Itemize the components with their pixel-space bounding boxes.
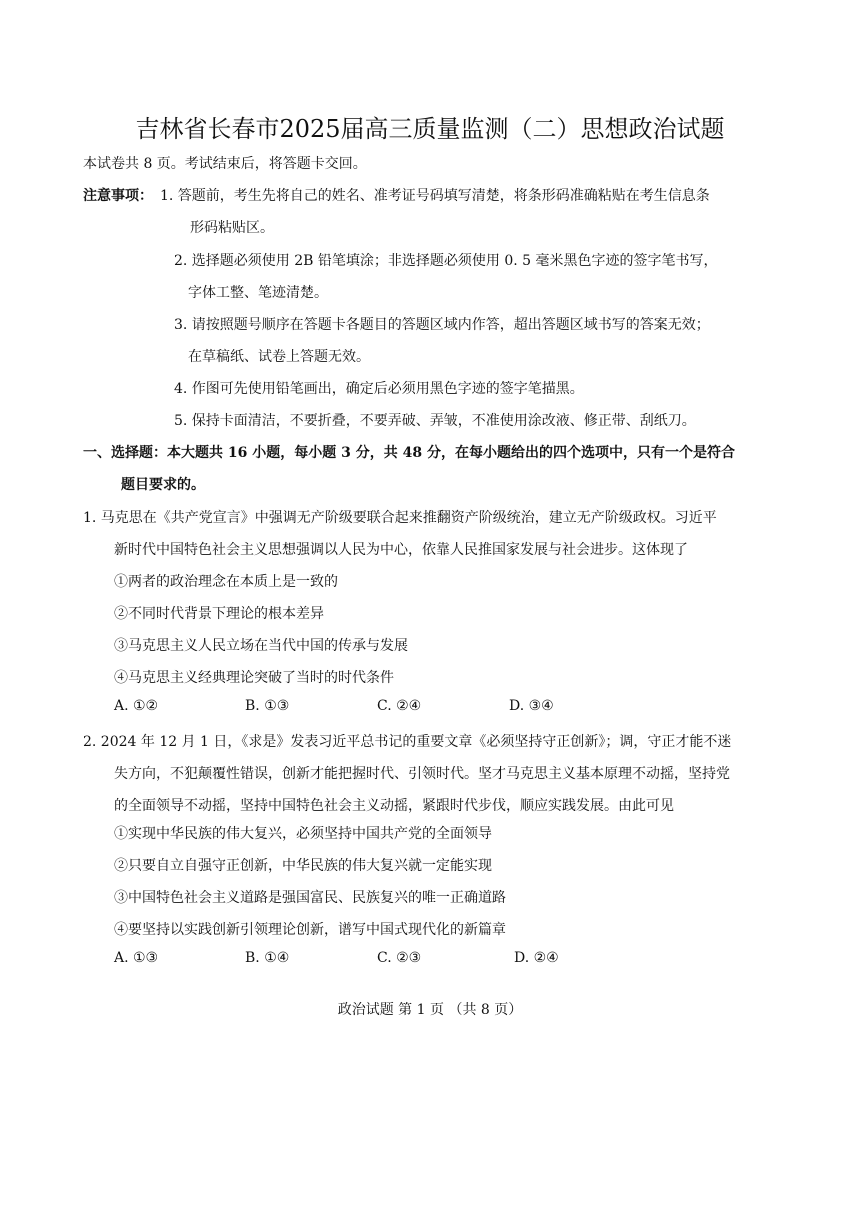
question-2-item: ④要坚持以实践创新引领理论创新，谱写中国式现代化的新篇章	[114, 922, 506, 938]
page-footer: 政治试题 第 1 页 （共 8 页）	[337, 1002, 523, 1018]
question-2-item: ②只要自立自强守正创新，中华民族的伟大复兴就一定能实现	[114, 858, 492, 874]
question-1-stem: 1. 马克思在《共产党宣言》中强调无产阶级要联合起来推翻资产阶级统治，建立无产阶级政权。习近平	[83, 510, 717, 526]
question-1-stem-cont: 新时代中国特色社会主义思想强调以人民为中心，依靠人民推国家发展与社会进步。这体现了	[114, 542, 688, 558]
question-1-option-a[interactable]: A. ①②	[114, 698, 159, 714]
intro-text: 本试卷共 8 页。考试结束后，将答题卡交回。	[83, 156, 367, 172]
notice-item-3-cont: 在草稿纸、试卷上答题无效。	[188, 349, 370, 365]
notice-label: 注意事项：	[83, 188, 153, 204]
notice-item-4: 4. 作图可先使用铅笔画出，确定后必须用黑色字迹的签字笔描黑。	[174, 381, 584, 397]
question-2-item: ①实现中华民族的伟大复兴，必须坚持中国共产党的全面领导	[114, 826, 492, 842]
notice-item-3: 3. 请按照题号顺序在答题卡各题目的答题区域内作答，超出答题区域书写的答案无效；	[174, 317, 710, 333]
question-2-stem-cont: 失方向，不犯颠覆性错误，创新才能把握时代、引领时代。坚才马克思主义基本原理不动摇，坚持党	[114, 766, 730, 782]
notice-item-2: 2. 选择题必须使用 2B 铅笔填涂；非选择题必须使用 0. 5 毫米黑色字迹的签字笔书写，	[174, 253, 718, 269]
section-heading: 一、选择题：本大题共 16 小题，每小题 3 分，共 48 分，在每小题给出的四个选项中，只有一个是符合	[83, 445, 735, 461]
page-title: 吉林省长春市2025届高三质量监测（二）思想政治试题	[135, 115, 725, 143]
question-1-item: ①两者的政治理念在本质上是一致的	[114, 574, 338, 590]
question-2-stem: 2. 2024 年 12 月 1 日，《求是》发表习近平总书记的重要文章《必须坚持守正创新》；调，守正才能不迷	[83, 734, 732, 750]
question-2-option-c[interactable]: C. ②③	[377, 950, 422, 966]
question-1-item: ③马克思主义人民立场在当代中国的传承与发展	[114, 638, 408, 654]
question-2-option-a[interactable]: A. ①③	[114, 950, 159, 966]
section-heading-cont: 题目要求的。	[121, 477, 205, 493]
question-2-stem-cont: 的全面领导不动摇，坚持中国特色社会主义动摇，紧跟时代步伐，顺应实践发展。由此可见	[114, 798, 674, 814]
notice-item-2-cont: 字体工整、笔迹清楚。	[188, 285, 328, 301]
question-1-option-d[interactable]: D. ③④	[509, 698, 554, 714]
question-2-option-d[interactable]: D. ②④	[514, 950, 559, 966]
question-1-item: ④马克思主义经典理论突破了当时的时代条件	[114, 670, 394, 686]
question-2-option-b[interactable]: B. ①④	[245, 950, 290, 966]
notice-item-5: 5. 保持卡面清洁，不要折叠，不要弄破、弄皱，不准使用涂改液、修正带、刮纸刀。	[174, 413, 696, 429]
notice-item-1: 1. 答题前，考生先将自己的姓名、准考证号码填写清楚，将条形码准确粘贴在考生信息条	[160, 188, 710, 204]
question-2-item: ③中国特色社会主义道路是强国富民、民族复兴的唯一正确道路	[114, 890, 506, 906]
notice-item-1-cont: 形码粘贴区。	[190, 220, 274, 236]
question-1-option-b[interactable]: B. ①③	[245, 698, 290, 714]
question-1-item: ②不同时代背景下理论的根本差异	[114, 606, 324, 622]
question-1-option-c[interactable]: C. ②④	[377, 698, 422, 714]
